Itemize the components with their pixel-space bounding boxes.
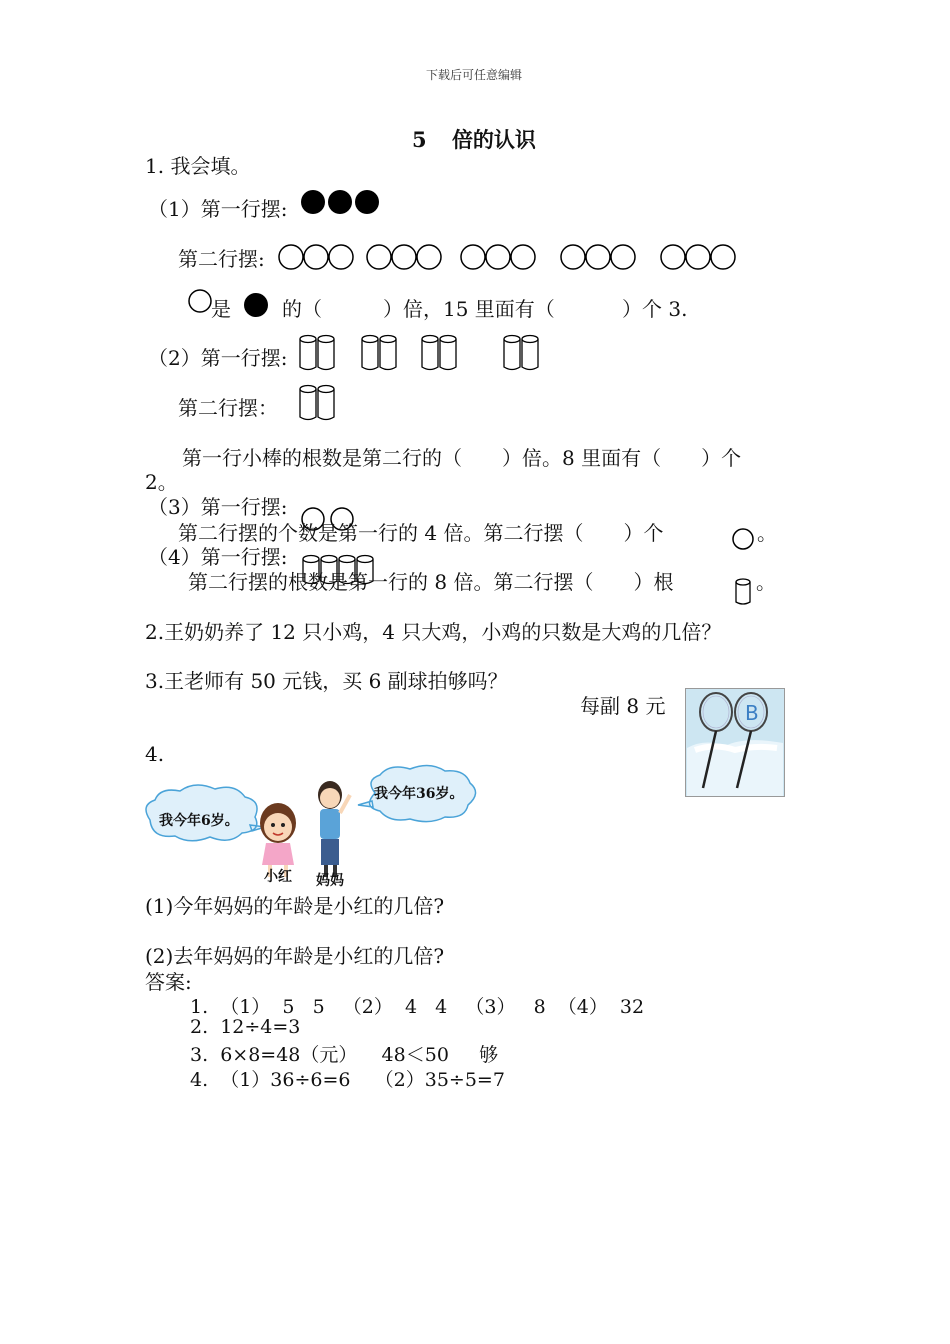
stick	[504, 336, 520, 370]
lesson-title	[412, 124, 536, 154]
answers-heading: 答案:	[145, 970, 192, 994]
q4-sub2: (2)去年妈妈的年龄是小红的几倍?	[145, 944, 445, 968]
hollow-circle	[304, 245, 328, 269]
q1-p1-row2-hollow-circles	[278, 242, 748, 272]
stick	[380, 336, 396, 370]
stick	[362, 336, 378, 370]
q1-p1-line-a: 是	[211, 297, 231, 321]
q1-p1-row1-black-dots	[300, 189, 382, 217]
answer-line: 4. （1）36÷6=6 （2）35÷5=7	[190, 1069, 505, 1091]
q1-heading: 1. 我会填。	[145, 154, 251, 178]
hollow-circle	[611, 245, 635, 269]
stick	[440, 336, 456, 370]
q4-number: 4.	[145, 742, 165, 766]
q3-price: 每副 8 元	[580, 694, 666, 718]
hollow-circle	[561, 245, 585, 269]
mom-figure	[318, 781, 350, 877]
q1-p2-row2-label: 第二行摆：	[178, 396, 278, 420]
hollow-circle-icon	[731, 527, 757, 553]
hollow-circle	[367, 245, 391, 269]
hollow-circle	[329, 245, 353, 269]
hollow-circle-icon	[187, 288, 213, 314]
hollow-circle	[417, 245, 441, 269]
hollow-circle	[711, 245, 735, 269]
stick	[300, 336, 316, 370]
q1-p2-row2-sticks	[298, 385, 348, 425]
hollow-circle	[461, 245, 485, 269]
stick	[318, 336, 334, 370]
lesson-number: 5	[412, 127, 427, 152]
hollow-circle	[661, 245, 685, 269]
q3-text: 3.王老师有 50 元钱，买 6 副球拍够吗？	[145, 669, 508, 693]
q1-p1-row2-label: 第二行摆:	[178, 247, 265, 271]
girl-name-label: 小红	[264, 869, 292, 885]
stick	[422, 336, 438, 370]
q1-p4-row1-label: （4）第一行摆:	[148, 545, 288, 569]
q2-text: 2.王奶奶养了 12 只小鸡，4 只大鸡，小鸡的只数是大鸡的几倍？	[145, 620, 722, 644]
q1-p2-sentence-wrap: 2。	[145, 470, 178, 494]
answer-line: 1. （1） 5 5 （2） 4 4 （3） 8 （4） 32	[190, 996, 645, 1018]
mom-bubble-text: 我今年36岁。	[374, 786, 464, 802]
q1-p4-end: 。	[756, 570, 776, 594]
girl-bubble-text: 我今年6岁。	[159, 813, 239, 829]
q1-p3-row1-label: （3）第一行摆:	[148, 495, 288, 519]
mom-name-label: 妈妈	[316, 873, 344, 889]
q1-p1-line-c: ）倍，15 里面有（	[383, 297, 555, 321]
q1-p4-sentence: 第二行摆的根数是第一行的 8 倍。第二行摆（ ）根	[188, 570, 674, 594]
hollow-circle	[511, 245, 535, 269]
q1-p1-row1-label: （1）第一行摆:	[148, 197, 288, 221]
page-header-note: 下载后可任意编辑	[426, 68, 523, 82]
stick-icon	[734, 578, 754, 608]
q1-p1-line-d: ）个 3.	[622, 297, 688, 321]
answer-line: 3. 6×8=48（元） 48＜50 够	[190, 1044, 499, 1066]
q1-p1-line-b: 的（	[282, 297, 322, 321]
answer-line: 2. 12÷4=3	[190, 1016, 301, 1038]
racket-letter: B	[745, 701, 759, 725]
hollow-circle	[486, 245, 510, 269]
q1-p3-end: 。	[757, 521, 777, 545]
q1-p2-row1-sticks	[298, 335, 548, 375]
stick	[300, 386, 316, 420]
q1-p2-sentence: 第一行小棒的根数是第二行的（ ）倍。8 里面有（ ）个	[182, 446, 742, 470]
black-dot-icon	[242, 291, 270, 319]
hollow-circle	[279, 245, 303, 269]
hollow-circle	[586, 245, 610, 269]
q1-p3-sentence: 第二行摆的个数是第一行的 4 倍。第二行摆（ ）个	[178, 521, 664, 545]
hollow-circle	[392, 245, 416, 269]
stick	[522, 336, 538, 370]
badminton-racket-image	[685, 688, 785, 798]
lesson-title-text: 倍的认识	[451, 127, 536, 152]
stick	[318, 386, 334, 420]
q4-sub1: (1)今年妈妈的年龄是小红的几倍?	[145, 894, 445, 918]
q1-p2-row1-label: （2）第一行摆:	[148, 346, 288, 370]
hollow-circle	[686, 245, 710, 269]
